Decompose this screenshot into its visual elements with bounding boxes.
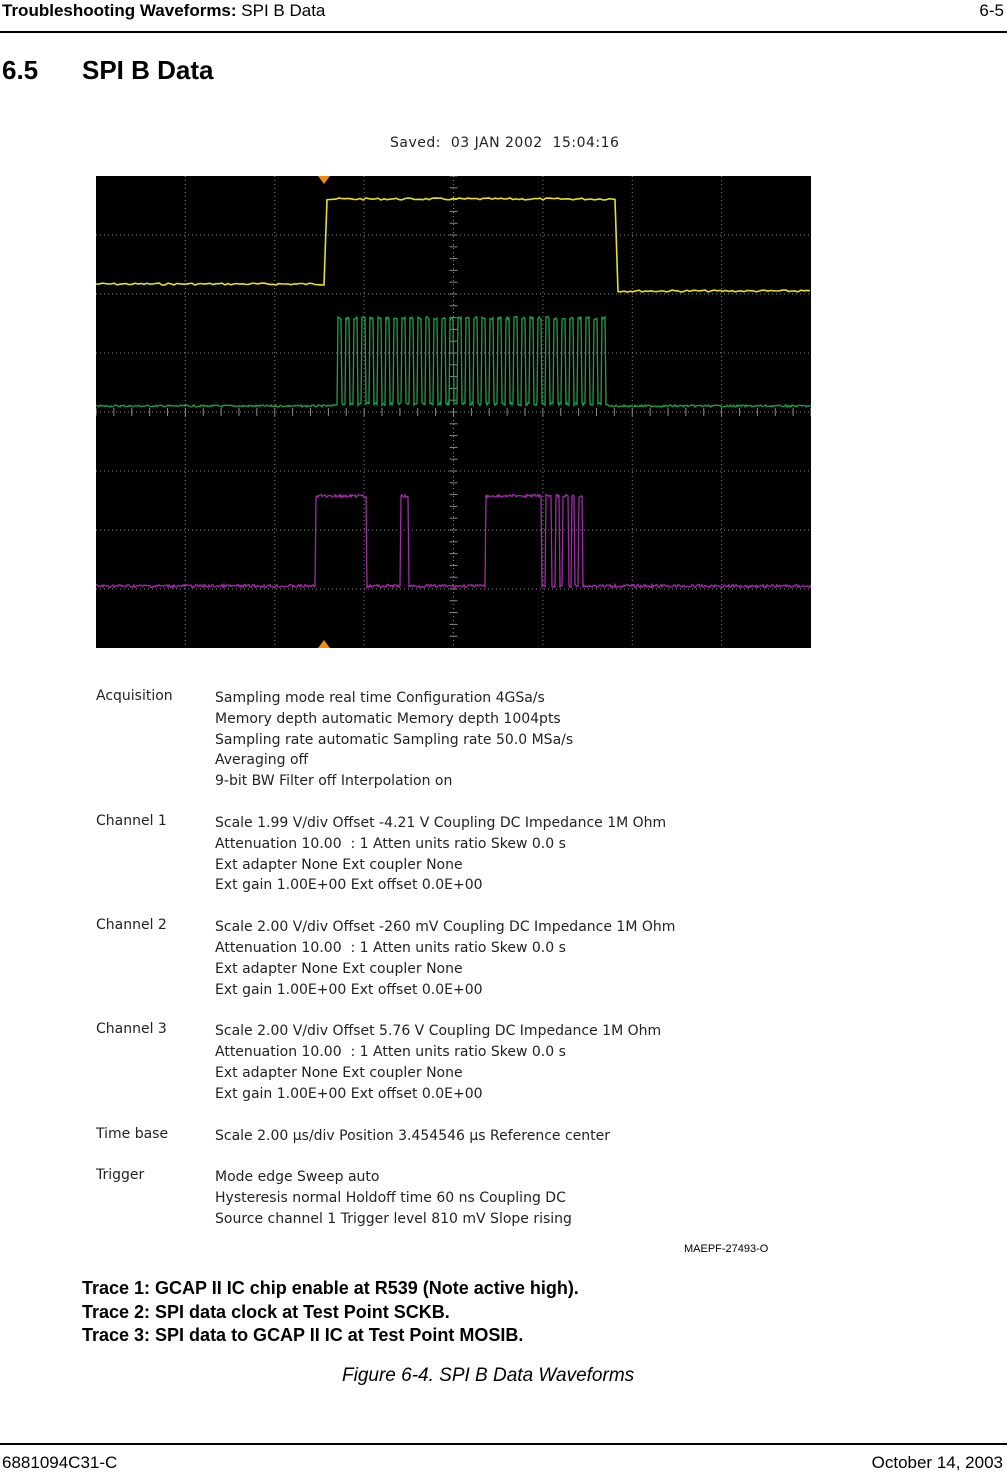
settings-label-text: Channel 3 [96,1021,167,1038]
settings-line: Ext gain 1.00E+00 Ext offset 0.0E+00 [215,1085,483,1102]
settings-line: Sampling mode real time Configuration 4GSa/s [215,690,545,706]
trace-1-description: Trace 1: GCAP II IC chip enable at R539 (Note active high). [82,1278,579,1298]
settings-line: Mode edge Sweep auto [215,1169,380,1186]
header-page-number: 6-5 [979,1,1004,20]
settings-label-text: Channel 2 [96,917,167,934]
section-title: SPI B Data [82,55,214,85]
settings-group [96,1167,675,1229]
settings-line: Attenuation 10.00 : 1 Atten units ratio Skew 0.0 s [215,1044,566,1061]
trigger-position-marker-top [318,176,330,184]
trace-descriptions [82,1277,579,1348]
settings-label-text: Acquisition [96,688,173,704]
settings-group [96,688,675,792]
settings-group-label [96,1021,206,1037]
settings-line: 9-bit BW Filter off Interpolation on [215,773,453,790]
footer-rule [0,1443,1007,1445]
section-heading [2,54,214,86]
settings-label-text: Channel 1 [96,812,167,829]
settings-group [96,1126,675,1147]
header-title-bold: Troubleshooting Waveforms: [2,1,237,20]
settings-group [96,1021,675,1104]
settings-line: Attenuation 10.00 : 1 Atten units ratio Skew 0.0 s [215,835,566,852]
settings-label-text: Time base [96,1125,169,1142]
oscilloscope-screen [96,176,811,648]
header-title-rest: SPI B Data [236,1,326,20]
settings-line: Hysteresis normal Holdoff time 60 ns Coupling DC [215,1190,566,1207]
settings-line: Ext adapter None Ext coupler None [215,960,463,977]
header-rule [0,31,1007,33]
settings-line: Scale 2.00 V/div Offset 5.76 V Coupling DC Impedance 1M Ohm [215,1023,662,1040]
scope-settings-panel [96,688,675,1251]
settings-line: Attenuation 10.00 : 1 Atten units ratio Skew 0.0 s [215,939,566,956]
settings-group-label [96,688,206,704]
trigger-position-marker-bottom [318,640,330,648]
footer-document-number: 6881094C31-C [2,1453,118,1472]
settings-line: Source channel 1 Trigger level 810 mV Slope rising [215,1210,572,1227]
section-number: 6.5 [2,55,39,85]
settings-line: Ext gain 1.00E+00 Ext offset 0.0E+00 [215,981,483,998]
settings-group-label [96,1126,206,1142]
scope-saved-timestamp: Saved: 03 JAN 2002 15:04:16 [390,135,620,151]
scope-graticule [96,176,811,648]
settings-line: Averaging off [215,752,309,769]
settings-line: Scale 2.00 µs/div Position 3.454546 µs Reference center [215,1127,611,1144]
settings-line: Memory depth automatic Memory depth 1004pts [215,710,561,727]
settings-line: Sampling rate automatic Sampling rate 50.0 MSa/s [215,731,574,748]
trace-2-spi-clock [96,317,811,408]
trace-2-description: Trace 2: SPI data clock at Test Point SCKB. [82,1301,450,1322]
settings-line: Scale 2.00 V/div Offset -260 mV Coupling DC Impedance 1M Ohm [215,919,676,936]
settings-group [96,917,675,1000]
settings-group [96,813,675,896]
settings-line: Ext adapter None Ext coupler None [215,856,463,873]
settings-group-label [96,813,206,829]
oscilloscope-display [96,176,811,648]
settings-group-label [96,1167,206,1183]
running-header-title [2,1,325,21]
settings-line: Ext gain 1.00E+00 Ext offset 0.0E+00 [215,877,483,894]
footer-date: October 14, 2003 [871,1453,1003,1472]
settings-line: Ext adapter None Ext coupler None [215,1064,463,1081]
settings-group-label [96,917,206,933]
settings-label-text: Trigger [96,1167,145,1184]
figure-caption: Figure 6-4. SPI B Data Waveforms [342,1365,635,1386]
settings-line: Scale 1.99 V/div Offset -4.21 V Coupling DC Impedance 1M Ohm [215,814,667,831]
figure-id: MAEPF-27493-O [684,1243,769,1255]
trace-3-description: Trace 3: SPI data to GCAP II IC at Test Point MOSIB. [82,1325,524,1345]
